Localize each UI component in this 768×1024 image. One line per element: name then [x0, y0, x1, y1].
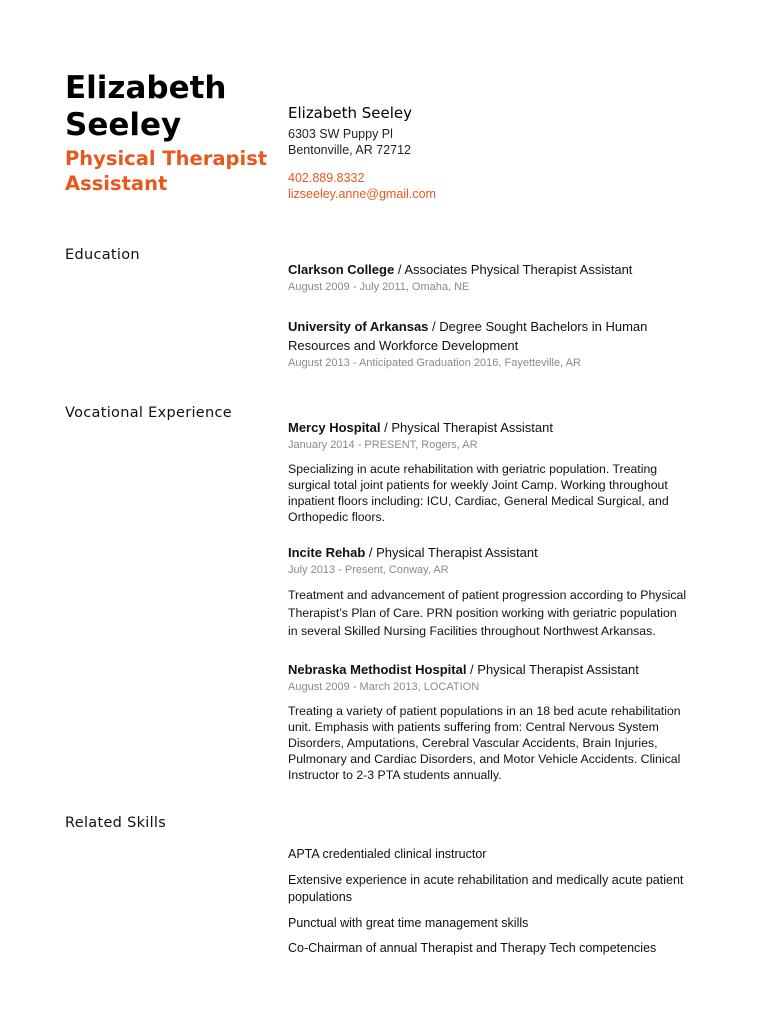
entry-org: Nebraska Methodist Hospital [288, 662, 467, 677]
skill-item: Punctual with great time management skills [288, 916, 529, 930]
entry-description: Specializing in acute rehabilitation with geriatric population. Treating surgical total joint patients for weekly Joint Camp. Working throughout inpatient floors including: ICU, Cardiac, General Medical Surgical, and Orthopedic floors. [288, 462, 669, 524]
section-heading-experience: Vocational Experience [65, 405, 232, 421]
email-address[interactable]: lizseeley.anne@gmail.com [288, 187, 436, 201]
entry-org: Incite Rehab [288, 545, 366, 560]
entry-meta: August 2009 - March 2013, LOCATION [288, 681, 480, 693]
entry-org: Clarkson College [288, 262, 395, 277]
experience-entry-2 [288, 543, 688, 640]
role-line-1: Physical Therapist [65, 147, 268, 170]
address-line-2: Bentonville, AR 72712 [288, 143, 412, 157]
section-heading-education: Education [65, 247, 140, 263]
entry-title [288, 543, 688, 562]
entry-meta: August 2013 - Anticipated Graduation 2016, Fayetteville, AR [288, 357, 581, 369]
skill-item: Extensive experience in acute rehabilitation and medically acute patient populations [288, 873, 684, 904]
contact-name: Elizabeth Seeley [288, 104, 413, 122]
experience-entry-3 [288, 660, 688, 783]
entry-position: / Physical Therapist Assistant [380, 420, 553, 435]
entry-description: Treating a variety of patient populations in an 18 bed acute rehabilitation unit. Emphasis with patients suffering from: Central Nervous System Disorders, Amputations, Cerebral Vascular Accidents, Brain Injuries, Pulmonary and Cardiac Disorders, and Motor Vehicle Accidents. Clinical Instructor to 2-3 PTA students annually. [288, 704, 681, 782]
education-entry-2 [288, 317, 688, 371]
entry-org: Mercy Hospital [288, 420, 381, 435]
entry-position: / Associates Physical Therapist Assistant [394, 262, 633, 277]
entry-title [288, 317, 688, 355]
entry-org: University of Arkansas [288, 319, 429, 334]
entry-position: / Physical Therapist Assistant [365, 545, 538, 560]
phone-number: 402.889.8332 [288, 171, 365, 185]
role-line-2: Assistant [65, 172, 168, 195]
name-last: Seeley [65, 107, 182, 143]
education-entry-1 [288, 260, 688, 295]
entry-meta: July 2013 - Present, Conway, AR [288, 564, 449, 576]
skill-item: APTA credentialed clinical instructor [288, 847, 487, 861]
contact-block [288, 103, 688, 202]
entry-description: Treatment and advancement of patient progression according to Physical Therapist’s Plan of Care. PRN position working with geriatric population in several Skilled Nursing Facilities throughout Northwest Arkansas. [288, 588, 687, 638]
candidate-name [65, 70, 275, 144]
candidate-role [65, 146, 285, 196]
name-first: Elizabeth [65, 70, 227, 106]
section-heading-skills: Related Skills [65, 815, 167, 831]
entry-meta: January 2014 - PRESENT, Rogers, AR [288, 439, 478, 451]
entry-title [288, 660, 688, 679]
entry-title [288, 418, 688, 437]
entry-meta: August 2009 - July 2011, Omaha, NE [288, 281, 470, 293]
experience-entry-1 [288, 418, 688, 525]
entry-title [288, 260, 688, 279]
entry-position: / Physical Therapist Assistant [466, 662, 639, 677]
address-line-1: 6303 SW Puppy Pl [288, 127, 393, 141]
skill-item: Co-Chairman of annual Therapist and Therapy Tech competencies [288, 941, 657, 955]
entry-position: / Degree Sought Bachelors in Human Resources and Workforce Development [288, 319, 648, 353]
